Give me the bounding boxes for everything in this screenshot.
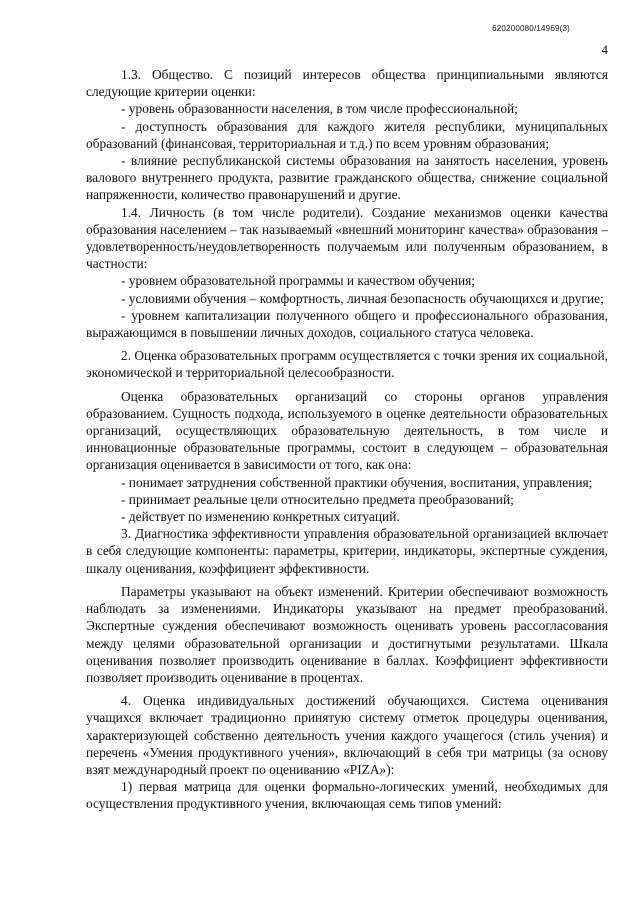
paragraph-diagnostics: 3. Диагностика эффективности управления образовательной организацией включает в себя следующие компоненты: параметры, критерии, индикаторы, экспертные суждения, шкалу оценивания, коэффициент эффективности. bbox=[86, 526, 608, 576]
list-item: - понимает затруднения собственной практики обучения, воспитания, управления; bbox=[121, 474, 593, 490]
document-body bbox=[86, 66, 608, 813]
list-item: - принимает реальные цели относительно предмета преобразований; bbox=[121, 491, 514, 507]
document-id: 620200080/14969(3) bbox=[492, 24, 570, 33]
paragraph-programs: 2. Оценка образовательных программ осуществляется с точки зрения их социальной, экономической и территориальной целесообразности. bbox=[86, 348, 609, 381]
list-item: - доступность образования для каждого жителя республики, муниципальных образований (финансовая, территориальная и т.д.) по всем уровням образования; bbox=[86, 118, 608, 151]
list-item: - уровнем образовательной программы и качеством обучения; bbox=[121, 273, 475, 289]
paragraph-personality-intro: 1.4. Личность (в том числе родители). Создание механизмов оценки качества образования населением – так называемый «внешний мониторинг качества» образования – удовлетворенность/неудовлетворенность получаемым или полученным образованием, в частности: bbox=[86, 204, 608, 272]
list-item: - уровнем капитализации полученного общего и профессионального образования, выражающимся в повышении личных доходов, социального статуса человека. bbox=[86, 307, 608, 341]
list-item: - влияние республиканской системы образования на занятость населения, уровень валового внутреннего продукта, развитие гражданского общества, снижение социальной напряженности, количество правонарушений и другие. bbox=[86, 153, 608, 203]
paragraph-parameters: Параметры указывают на объект изменений. Критерии обеспечивают возможность наблюдать за изменениями. Индикаторы указывают на предмет преобразований. Экспертные суждения обеспечивают возможность оценивать уровень рассогласования между целями образовательной организации и достигнутыми результатами. Шкала оценивания позволяет производить оценивание в баллах. Коэффициент эффективности позволяет производить оценивание в процентах. bbox=[86, 583, 608, 685]
paragraph-first-matrix: 1) первая матрица для оценки формально-логических умений, необходимых для осуществления продуктивного учения, включающая семь типов умений: bbox=[86, 779, 608, 812]
list-item: - уровень образованности населения, в том числе профессиональной; bbox=[121, 101, 518, 117]
list-item: - условиями обучения – комфортность, личная безопасность обучающихся и другие; bbox=[121, 290, 604, 306]
page-number: 4 bbox=[601, 42, 608, 57]
list-item: - действует по изменению конкретных ситуаций. bbox=[121, 509, 400, 525]
paragraph-society-intro: 1.3. Общество. С позиций интересов общества принципиальными являются следующие критерии оценки: bbox=[86, 67, 608, 100]
paragraph-student-assessment: 4. Оценка индивидуальных достижений обучающихся. Система оценивания учащихся включает традиционно принятую систему отметок процедуры оценивания, характеризующей собственно деятельность учения каждого учащегося (стиль учения) и перечень «Умения продуктивного учения», включающий в себя три матрицы (за основу взят международный проект по оцениванию «PIZA»): bbox=[86, 693, 608, 777]
paragraph-organizations: Оценка образовательных организаций со стороны органов управления образованием. Сущность подхода, используемого в оценке деятельности образовательных организаций, осуществляющих образовательную деятельность, в том числе и инновационные образовательные программы, состоит в следующем – образовательная организация оценивается в зависимости от того, как она: bbox=[86, 388, 608, 473]
